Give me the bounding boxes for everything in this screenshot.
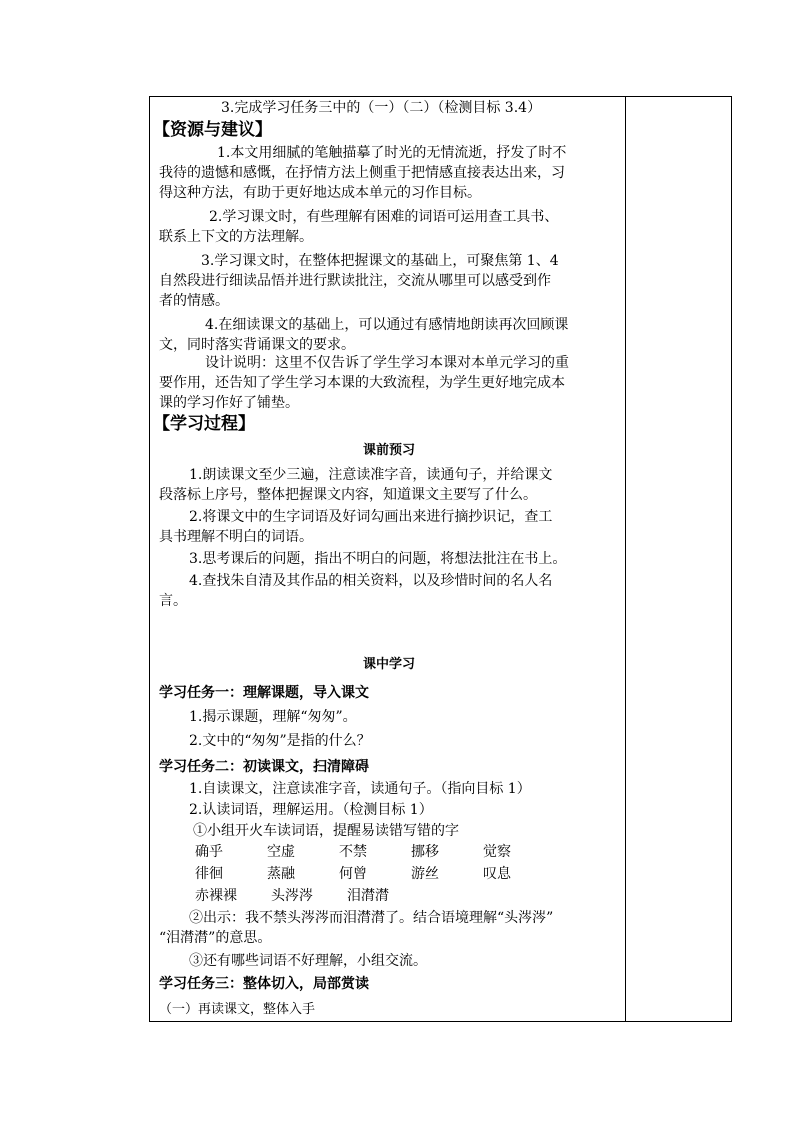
- pre-class-text: 言。: [159, 593, 187, 609]
- column-divider: [625, 97, 626, 1021]
- resource-text: 文，同时落实背诵课文的要求。: [159, 337, 355, 353]
- pre-class-text: 4.查找朱自清及其作品的相关资料，以及珍惜时间的名人名: [189, 573, 553, 589]
- resource-text: 我待的遗憾和感慨，在抒情方法上侧重于把情感直接表达出来，习: [159, 165, 565, 181]
- resource-text: 3.学习课文时，在整体把握课文的基础上，可聚焦第 1、4: [201, 253, 559, 269]
- process-heading: 【学习过程】: [153, 414, 255, 434]
- vocab-word: 不禁: [339, 844, 367, 860]
- resource-text: 2.学习课文时，有些理解有困难的词语可运用查工具书、: [209, 209, 559, 225]
- resource-text: 联系上下文的方法理解。: [159, 229, 313, 245]
- pre-class-text: 3.思考课后的问题，指出不明白的问题，将想法批注在书上。: [189, 551, 567, 567]
- pre-class-title: 课前预习: [362, 443, 415, 458]
- pre-class-text: 段落标上序号，整体把握课文内容，知道课文主要写了什么。: [159, 487, 537, 503]
- lesson-table: [149, 96, 732, 1022]
- resource-text: 得这种方法，有助于更好地达成本单元的习作目标。: [159, 185, 481, 201]
- task1-item: 2.文中的“匆匆”是指的什么？: [189, 733, 371, 749]
- task1-title: 学习任务一：理解课题，导入课文: [159, 685, 369, 701]
- in-class-title: 课中学习: [362, 657, 415, 672]
- vocab-word: 泪潸潸: [347, 888, 389, 904]
- resource-text: 自然段进行细读品悟并进行默读批注，交流从哪里可以感受到作: [159, 273, 551, 289]
- task2-title: 学习任务二：初读课文，扫清障碍: [159, 759, 369, 775]
- pre-class-text: 具书理解不明白的词语。: [159, 529, 313, 545]
- task2-item: ②出示：我不禁头涔涔而泪潸潸了。结合语境理解“头涔涔”: [189, 910, 554, 926]
- vocab-word: 何曾: [339, 866, 367, 882]
- resource-text: 4.在细读课文的基础上，可以通过有感情地朗读再次回顾课: [205, 317, 569, 333]
- vocab-word: 觉察: [483, 844, 511, 860]
- task2-item: ①小组开火车读词语，提醒易读错写错的字: [193, 823, 459, 839]
- vocab-word: 头涔涔: [271, 888, 313, 904]
- task3-subheading: （一）再读课文，整体入手: [159, 1002, 316, 1017]
- task2-item: ③还有哪些词语不好理解，小组交流。: [189, 953, 427, 969]
- resources-heading: 【资源与建议】: [153, 120, 272, 140]
- task2-item: 1.自读课文，注意读准字音，读通句子。（指向目标 1）: [189, 781, 531, 797]
- vocab-word: 游丝: [411, 866, 439, 882]
- task1-item: 1.揭示课题，理解“匆匆”。: [189, 709, 357, 725]
- task3-title: 学习任务三：整体切入，局部赏读: [159, 976, 369, 992]
- design-note: 课的学习作好了铺垫。: [159, 395, 299, 411]
- top-line: 3.完成学习任务三中的（一）（二）（检测目标 3.4）: [221, 100, 542, 116]
- vocab-word: 叹息: [483, 866, 511, 882]
- vocab-word: 赤裸裸: [195, 888, 237, 904]
- pre-class-text: 2.将课文中的生字词语及好词勾画出来进行摘抄识记，查工: [189, 509, 553, 525]
- pre-class-text: 1.朗读课文至少三遍，注意读准字音，读通句子，并给课文: [189, 467, 553, 483]
- task2-item: 2.认读词语，理解运用。（检测目标 1）: [189, 802, 433, 818]
- vocab-word: 挪移: [411, 844, 439, 860]
- vocab-word: 蒸融: [267, 866, 295, 882]
- vocab-word: 空虚: [267, 844, 295, 860]
- resource-text: 1.本文用细腻的笔触描摹了时光的无情流逝，抒发了时不: [217, 145, 567, 161]
- vocab-word: 徘徊: [195, 866, 223, 882]
- task2-item: “泪潸潸”的意思。: [159, 930, 272, 946]
- design-note: 要作用，还告知了学生学习本课的大致流程，为学生更好地完成本: [159, 375, 565, 391]
- resource-text: 者的情感。: [159, 293, 229, 309]
- design-note: 设计说明：这里不仅告诉了学生学习本课对本单元学习的重: [205, 355, 569, 371]
- vocab-word: 确乎: [195, 844, 223, 860]
